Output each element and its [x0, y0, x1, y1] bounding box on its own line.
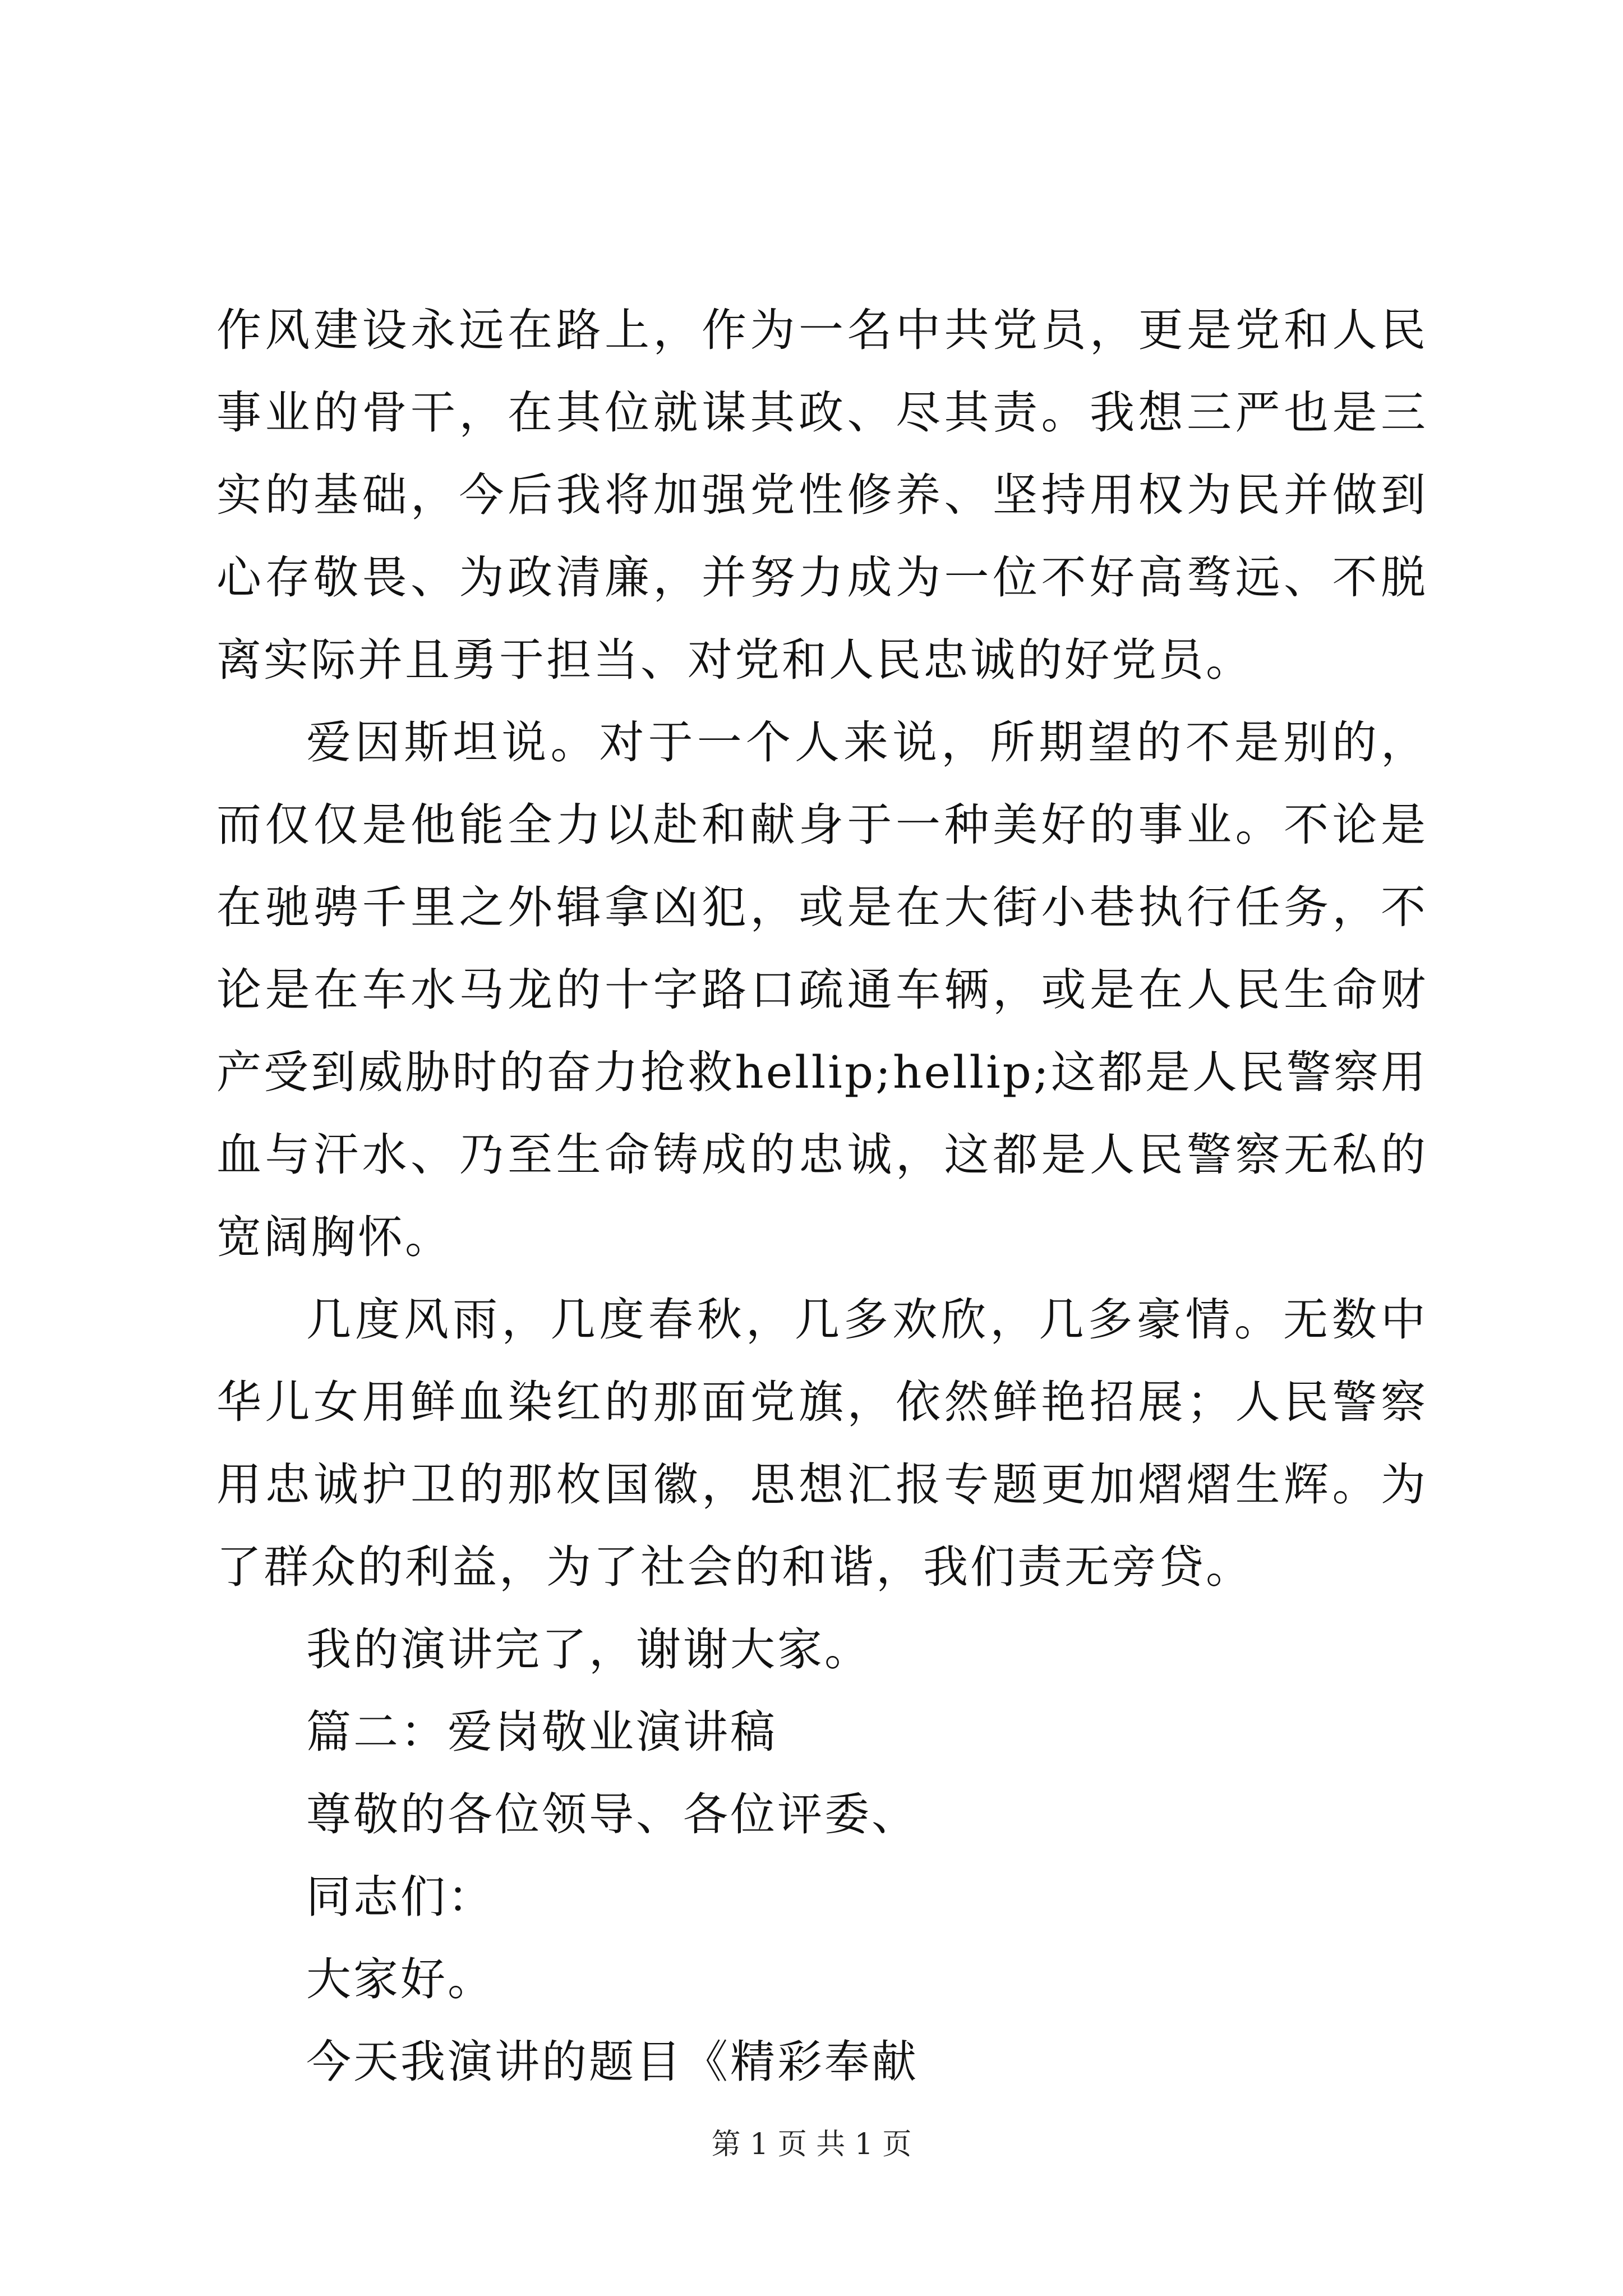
- paragraph-party-flag: 几度风雨，几度春秋，几多欢欣，几多豪情。无数中华儿女用鲜血染红的那面党旗，依然鲜艳招展；人民警察用忠诚护卫的那枚国徽，思想汇报专题更加熠熠生辉。为了群众的利益，为了社会的和谐，我们责无旁贷。: [216, 1294, 1428, 1593]
- salutation-leaders: 尊敬的各位领导、各位评委、: [306, 1788, 919, 1841]
- paragraph-party-conduct: 作风建设永远在路上，作为一名中共党员，更是党和人民事业的骨干，在其位就谋其政、尽其责。我想三严也是三实的基础，今后我将加强党性修养、坚持用权为民并做到心存敬畏、为政清廉，并努力成为一位不好高骛远、不脱离实际并且勇于担当、对党和人民忠诚的好党员。: [216, 304, 1428, 686]
- section-heading: 篇二：爱岗敬业演讲稿: [306, 1706, 777, 1758]
- salutation-comrades: 同志们：: [306, 1871, 495, 1923]
- paragraph-einstein-quote: 爱因斯坦说。对于一个人来说，所期望的不是别的，而仅仅是他能全力以赴和献身于一种美好的事业。不论是在驰骋千里之外辑拿凶犯，或是在大街小巷执行任务，不论是在车水马龙的十字路口疏通车辆，或是在人民生命财产受到威胁时的奋力抢救hellip;hellip;这都是人民警察用血与汗水、乃至生命铸成的忠诚，这都是人民警察无私的宽阔胸怀。: [216, 716, 1428, 1263]
- greeting: 大家好。: [306, 1953, 495, 2005]
- page-number: 第 1 页 共 1 页: [711, 2128, 912, 2161]
- speech-topic: 今天我演讲的题目《精彩奉献: [306, 2036, 919, 2088]
- page-footer: [0, 2125, 1623, 2164]
- document-body: [216, 289, 1428, 2103]
- paragraph-closing: 我的演讲完了，谢谢大家。: [306, 1623, 872, 1676]
